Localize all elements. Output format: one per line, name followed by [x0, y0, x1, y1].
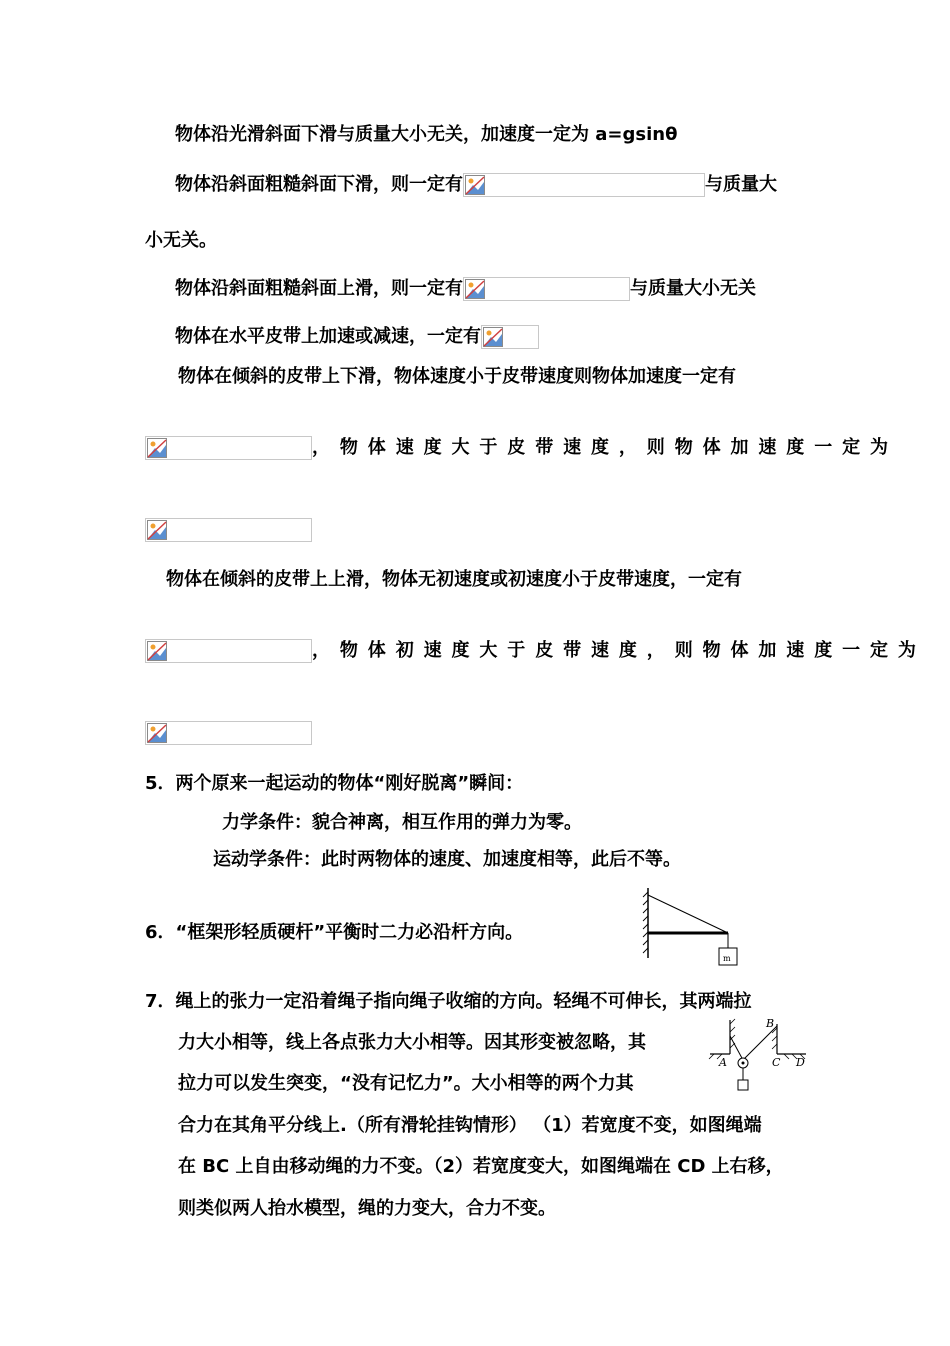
line-incline-belt-up: 物体在倾斜的皮带上上滑，物体无初速度或初速度小于皮带速度，一定有	[166, 569, 742, 590]
line-incline-belt-down-2	[145, 436, 898, 460]
broken-image-icon	[147, 520, 167, 540]
section-6-heading: 6．“框架形轻质硬杆”平衡时二力必沿杆方向。	[145, 922, 524, 943]
text-rough-down-a: 物体沿斜面粗糙斜面下滑，则一定有	[175, 174, 463, 195]
line-incline-belt-down: 物体在倾斜的皮带上下滑，物体速度小于皮带速度则物体加速度一定有	[178, 366, 736, 387]
line-smooth-incline: 物体沿光滑斜面下滑与质量大小无关，加速度一定为 a=gsinθ	[175, 124, 678, 145]
section-5-mechanics: 力学条件：貌合神离，相互作用的弹力为零。	[222, 812, 582, 833]
formula-image-placeholder	[145, 518, 312, 542]
section-7-line-2: 力大小相等，线上各点张力大小相等。因其形变被忽略，其	[178, 1032, 646, 1053]
line-horizontal-belt	[175, 325, 539, 349]
line-incline-belt-up-3	[145, 721, 312, 745]
section-7-line-3: 拉力可以发生突变，“没有记忆力”。大小相等的两个力其	[178, 1073, 634, 1094]
line-rough-incline-up	[175, 277, 756, 301]
label-a: A	[719, 1056, 727, 1069]
label-d: D	[796, 1056, 805, 1069]
broken-image-icon	[147, 641, 167, 661]
section-5-kinematics: 运动学条件：此时两物体的速度、加速度相等，此后不等。	[213, 849, 681, 870]
formula-image-placeholder	[145, 436, 312, 460]
formula-image-placeholder	[463, 173, 705, 197]
section-7-line-4: 合力在其角平分线上.（所有滑轮挂钩情形） （1）若宽度不变，如图绳端	[178, 1115, 762, 1136]
label-c: C	[772, 1056, 781, 1069]
section-5-heading: 5．两个原来一起运动的物体“刚好脱离”瞬间：	[145, 773, 524, 794]
text-rough-up-a: 物体沿斜面粗糙斜面上滑，则一定有	[175, 278, 463, 299]
formula-image-placeholder	[481, 325, 539, 349]
section-7-line-6: 则类似两人抬水模型，绳的力变大，合力不变。	[178, 1198, 556, 1219]
frame-rod-figure	[642, 886, 744, 968]
section-7-line-5: 在 BC 上自由移动绳的力不变。（2）若宽度变大，如图绳端在 CD 上右移，	[178, 1156, 784, 1177]
line-incline-belt-up-2	[145, 639, 926, 663]
broken-image-icon	[147, 438, 167, 458]
text-incline-belt-up-2: ，物体初速度大于皮带速度，则物体加速度一定为	[312, 640, 926, 661]
line-rough-incline-down	[175, 173, 777, 197]
mass-label: m	[723, 954, 731, 963]
broken-image-icon	[465, 175, 485, 195]
text-rough-down-b: 与质量大	[705, 174, 777, 195]
pulley-rope-figure	[706, 1014, 808, 1096]
line-incline-belt-down-3	[145, 518, 312, 542]
text-horizontal-belt: 物体在水平皮带上加速或减速，一定有	[175, 326, 481, 347]
section-7-line-1: 7．绳上的张力一定沿着绳子指向绳子收缩的方向。轻绳不可伸长，其两端拉	[145, 991, 752, 1012]
text-rough-up-b: 与质量大小无关	[630, 278, 756, 299]
formula-image-placeholder	[145, 639, 312, 663]
text-incline-belt-down-2: ，物体速度大于皮带速度，则物体加速度一定为	[312, 437, 898, 458]
formula-image-placeholder	[145, 721, 312, 745]
broken-image-icon	[483, 327, 503, 347]
label-b: B	[766, 1017, 775, 1030]
formula-image-placeholder	[463, 277, 630, 301]
broken-image-icon	[147, 723, 167, 743]
line-continuation: 小无关。	[145, 230, 217, 251]
broken-image-icon	[465, 279, 485, 299]
